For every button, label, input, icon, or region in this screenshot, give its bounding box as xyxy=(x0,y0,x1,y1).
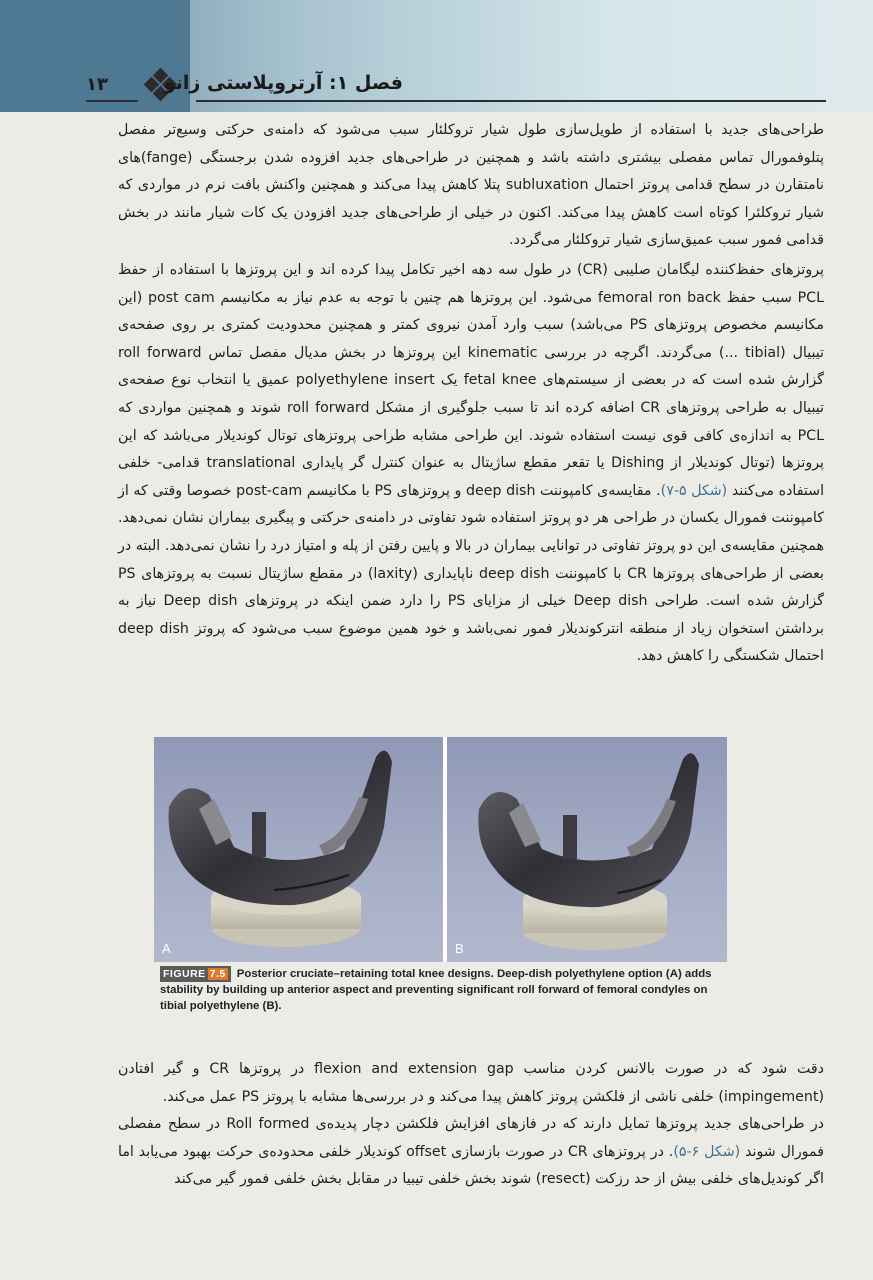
paragraph-text-part: . در پروتزهای CR در صورت بازسازی offset کوندیلار خلفی محدوده‌ی حرکت بهبود می‌یابد اما اگر کوندیل‌های خلفی بیش از حد رزکت (resect) شوند بخش خلفی تیبیا در مقابل بخش خلفی فمور گیر می‌کند xyxy=(118,1143,824,1188)
figure-badge-number: 7.5 xyxy=(209,968,226,980)
figure-caption xyxy=(160,966,730,1014)
figure-badge-word: FIGURE xyxy=(163,968,206,980)
page-header xyxy=(0,0,873,112)
figure-badge xyxy=(160,966,231,982)
panel-label-a: A xyxy=(162,941,171,956)
paragraph-text-part: در طراحی‌های جدید پروتزها تمایل دارند که در فازهای افزایش فلکشن دچار پدیده‌ی Roll formed در سطح مفصلی فمورال شوند xyxy=(118,1116,825,1160)
knee-implant-illustration xyxy=(447,737,727,962)
figure-reference-link[interactable]: (شکل ۵-۷) xyxy=(660,482,728,499)
paragraph-text: طراحی‌های جدید با استفاده از طویل‌سازی طول شیار تروکلئار سبب می‌شود که دامنه‌ی حرکتی وسیع‌تر مفصل پتلوفمورال تماس مفصلی بیشتری داشته باشد و همچنین در طراحی‌های جدید افزوده شدن برجستگی (fange)های نامتقارن در سطح قدامی پروتز احتمال subluxation پتلا کاهش پیدا می‌کند و همچنین واکنش بافت نرم در مواردی که شیار تروکلئرا کوتاه است کاهش پیدا می‌کند. اکنون در خیلی از طراحی‌های جدید افزودن یک کات شیار مانند در بخش قدامی فمور سبب عمیق‌سازی شیار تروکلئار می‌گردد. xyxy=(118,122,824,249)
page-number: ۱۳ xyxy=(86,74,108,95)
figure-panel-a xyxy=(154,737,443,962)
paragraph-text-part: پروتزهای حفظ‌کننده لیگامان صلیبی (CR) در طول سه دهه اخیر تکامل پیدا کرده اند و این پروتزها با استفاده از حفظ PCL سبب حفظ femoral ron back می‌شود. این پروتزها هم چنین با توجه به عدم نیاز به مکانیسم post cam (این مکانیسم مخصوص پروتزهای PS می‌باشد) سبب وارد آمدن نیروی کمتر و همچنین محدودیت کمتری بر روی صفحه‌ی تیبیال (tibial ...) می‌گردند. اگرچه در بررسی kinematic این پروتزها در بخش مدیال مفصل تماس roll forward گزارش شده است که در بعضی از سیستم‌های fetal knee یک polyethylene insert عمیق یا انتخاب نوع صفحه‌ی تیبیال به طراحی پروتزهای CR اضافه کرده اند تا سبب جلوگیری از مشکل roll forward شوند و همچنین مواردی که PCL به اندازه‌ی کافی قوی نیست استفاده شوند. این طراحی مشابه طراحی پروتزهای توتال کوندیلار می‌باشد که این پروتزها (توتال کوندیلار از Dishing یا تقعر مقطع ساژیتال به عنوان کنترل گر پایداری translational قدامی- خلفی استفاده می‌کنند xyxy=(118,262,825,499)
figure-panel-b xyxy=(447,737,727,962)
paragraph-text xyxy=(118,257,824,671)
figure-7-5 xyxy=(154,737,727,962)
paragraph-flexion-gap xyxy=(118,1056,824,1194)
paragraph-trochlear-groove xyxy=(118,117,824,255)
panel-label-b: B xyxy=(455,941,464,956)
paragraph-cr-prosthesis xyxy=(118,257,824,671)
header-rule-left xyxy=(86,100,138,102)
figure-caption-text: Posterior cruciate–retaining total knee designs. Deep-dish polyethylene option (A) adds stability by building up anterior aspect and preventing significant roll forward of femoral condyles on tibial polyethylene (B). xyxy=(160,968,712,1012)
chapter-title: فصل ۱: آرتروپلاستی زانو xyxy=(163,72,403,94)
paragraph-text-part: . مقایسه‌ی کامپوننت deep dish و پروتزهای PS با مکانیسم post-cam خصوصا وقتی که از کامپوننت فمورال یکسان در طراحی هر دو پروتز استفاده شود تفاوتی در دامنه‌ی حرکتی و پیگیری بیماران نشان نمی‌دهد. همچنین مقایسه‌ی این دو پروتز تفاوتی در توانایی بیماران در بالا و پایین رفتن از پله و امتیاز درد را نشان نمی‌دهد. البته در بعضی از طراحی‌های پروتزها CR با کامپوننت deep dish ناپایداری (laxity) در مقطع ساژیتال نسبت به پروتزهای PS گزارش شده است. طراحی Deep dish خیلی از مزایای PS را دارد ضمن اینکه در پروتزهای Deep dish نیاز به برداشتن استخوان زیاد از منطقه انترکوندیلار فمور نمی‌باشد و خود همین موضوع سبب می‌شود که پروتز deep dish احتمال شکستگی را کاهش دهد. xyxy=(118,482,825,665)
paragraph-text xyxy=(118,1111,824,1194)
knee-implant-illustration xyxy=(154,737,443,962)
paragraph-text: دقت شود که در صورت بالانس کردن مناسب flexion and extension gap در پروتزها CR و گیر افتادن (impingement) خلفی ناشی از فلکشن پروتز کاهش پیدا می‌کند و در بررسی‌ها مشابه با پروتز PS عمل می‌کند. xyxy=(118,1061,824,1105)
header-rule-right xyxy=(196,100,826,102)
figure-reference-link[interactable]: (شکل ۶-۵) xyxy=(673,1143,741,1160)
